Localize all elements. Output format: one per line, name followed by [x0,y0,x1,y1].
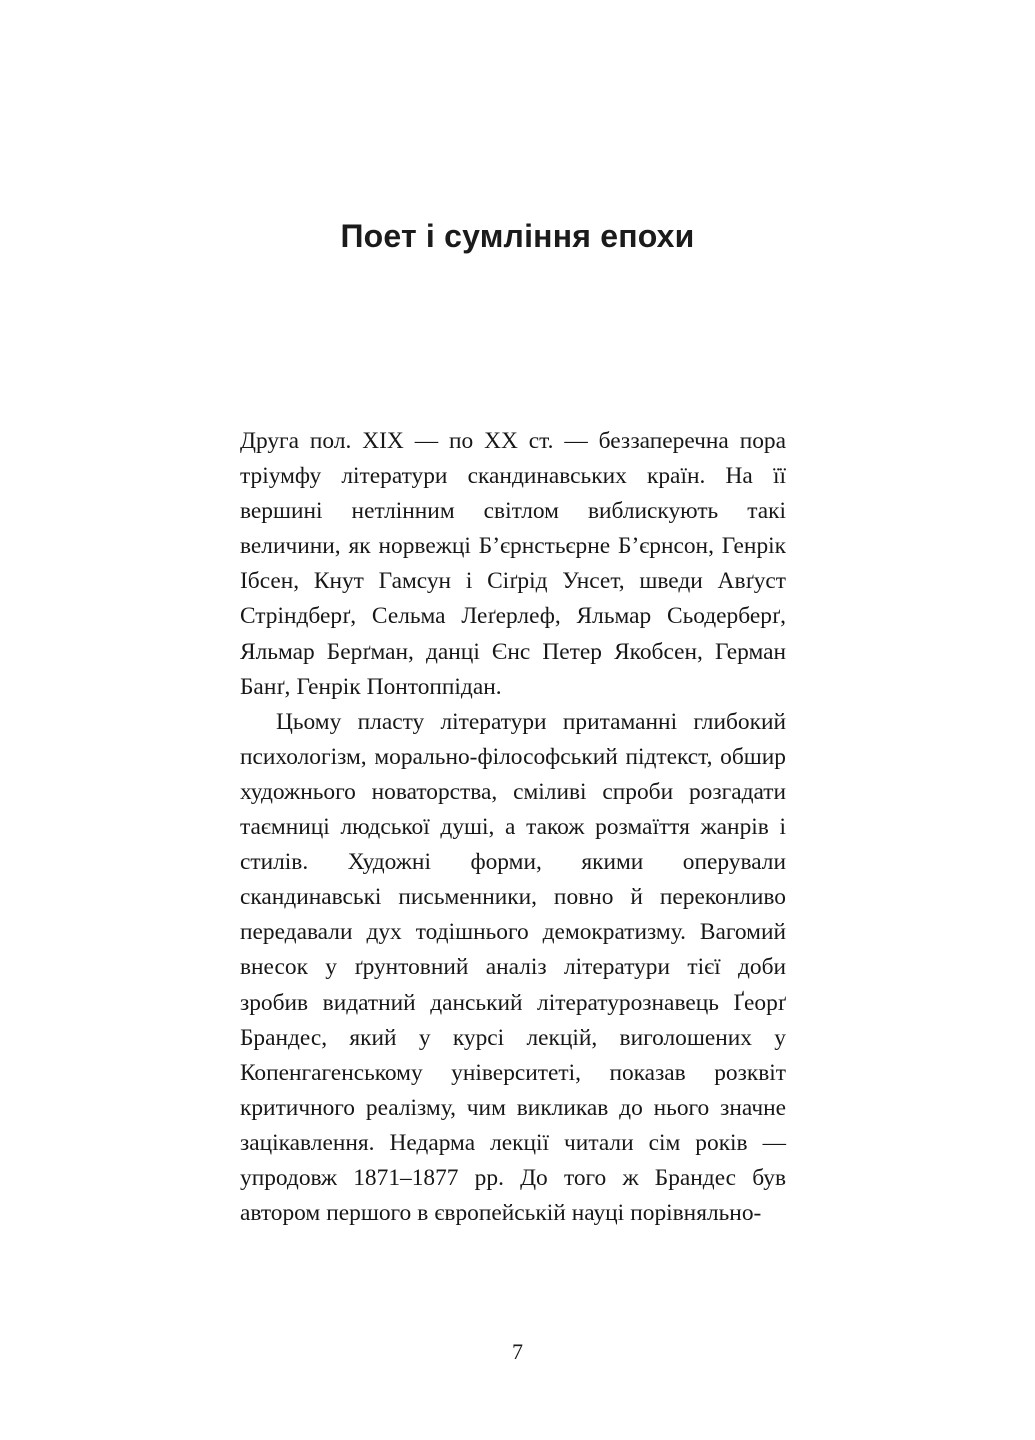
body-text-column [240,424,786,1231]
body-paragraph: Друга пол. XIX — по XX ст. — беззаперечна пора тріумфу літератури скандинавських країн. На її вершині нетлінним світлом виблискують такі величини, як норвежці Б’єрнстьєрне Б’єрнсон, Генрік Ібсен, Кнут Гамсун і Сіґрід Унсет, шведи Авґуст Стріндберґ, Сельма Леґерлеф, Яльмар Сьодерберґ, Яльмар Берґман, данці Єнс Петер Якобсен, Герман Банґ, Генрік Понтоппідан. [240,428,786,700]
page-number: 7 [512,1339,523,1364]
page-title: Поет і сумління епохи [340,218,695,255]
body-paragraph: Цьому пласту літератури притаманні глибокий психологізм, морально-філософський підтекст, обшир художнього новаторства, сміливі спроби розгадати таємниці людської душі, а також розмаїття жанрів і стилів. Художні форми, якими оперували скандинавські письменники, повно й переконливо передавали дух тодішнього демократизму. Вагомий внесок у ґрунтовний аналіз літератури тієї доби зробив видатний данський літературознавець Ґеорґ Брандес, який у курсі лекцій, виголошених у Копенгагенському університеті, показав розквіт критичного реалізму, чим викликав до нього значне зацікавлення. Недарма лекції читали сім років — упродовж 1871–1877 рр. До того ж Брандес був автором першого в європейській науці порівняльно- [240,708,786,1227]
